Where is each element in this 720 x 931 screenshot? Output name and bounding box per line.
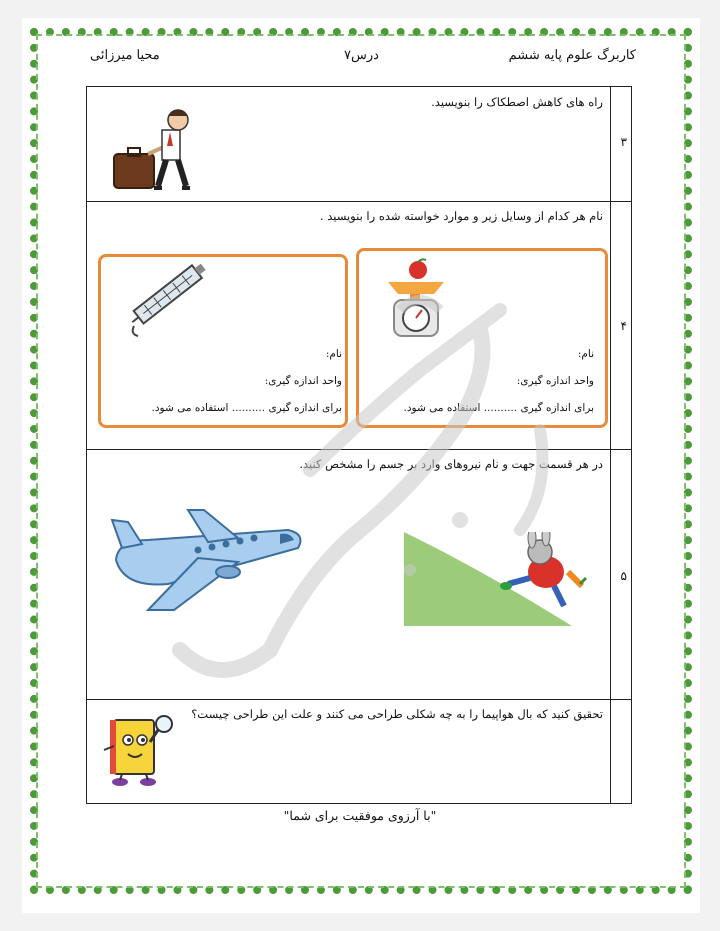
teacher-name: محیا میرزائی — [90, 48, 160, 63]
lesson-label: درس۷ — [344, 48, 379, 63]
question-text: نام هر کدام از وسایل زیر و موارد خواسته شده را بنویسید . — [319, 209, 603, 223]
number-column — [610, 87, 631, 803]
question-text: در هر قسمت جهت و نام نیروهای وارد بر جسم را مشخص کنید. — [299, 457, 603, 471]
scale-use-text: برای اندازه گیری .......... استفاده می شود. — [403, 402, 594, 414]
question-text: راه های کاهش اصطکاک را بنویسید. — [431, 95, 603, 109]
row-number: ۵ — [620, 569, 627, 583]
dynamometer-use-text: برای اندازه گیری .......... استفاده می شود. — [151, 402, 342, 414]
dynamometer-unit-label: واحد اندازه گیری: — [264, 375, 342, 387]
row-number: ۴ — [620, 319, 627, 333]
scale-name-label: نام: — [577, 348, 594, 360]
watermark-signature — [160, 270, 580, 710]
dynamometer-name-label: نام: — [325, 348, 342, 360]
man-pulling-suitcase-illustration — [108, 100, 208, 196]
question-text: تحقیق کنید که بال هواپیما را به چه شکلی طراحی می کنند و علت این طراحی چیست؟ — [191, 707, 603, 721]
scale-unit-label: واحد اندازه گیری: — [516, 375, 594, 387]
row-number: ۳ — [620, 135, 627, 149]
book-with-magnifier-illustration — [98, 712, 180, 792]
worksheet-title: کاربرگ علوم پایه ششم — [508, 48, 636, 63]
row-divider — [87, 201, 631, 202]
footer-wish: "با آرزوی موفقیت برای شما" — [283, 808, 437, 823]
